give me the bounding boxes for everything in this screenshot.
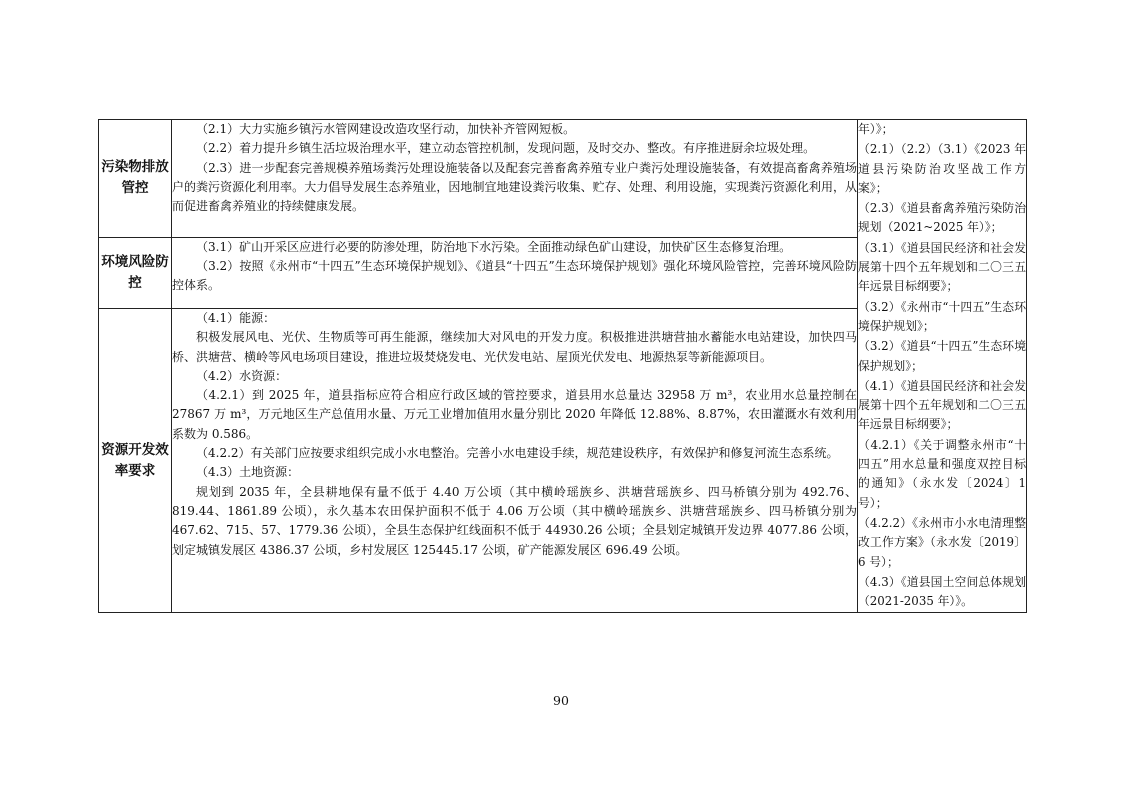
requirements-pollutant-control bbox=[172, 120, 858, 238]
paragraph: （2.2）着力提升乡镇生活垃圾治理水平，建立动态管控机制，发现问题，及时交办、整改。有序推进厨余垃圾处理。 bbox=[196, 141, 816, 156]
paragraph: （3.2）按照《永州市“十四五”生态环境保护规划》、《道县“十四五”生态环境保护规划》强化环境风险管控，完善环境风险防控体系。 bbox=[172, 259, 857, 293]
basis-item: 年）》； bbox=[858, 122, 894, 136]
paragraph: （4.2）水资源： bbox=[196, 368, 288, 383]
paragraph: （4.3）土地资源： bbox=[196, 465, 300, 480]
basis-item: （2.1）（2.2）（3.1）《2023 年道县污染防治攻坚战工作方案》； bbox=[858, 142, 1026, 195]
requirements-resource-efficiency bbox=[172, 308, 858, 612]
basis-item: （3.2）《道县“十四五”生态环境保护规划》； bbox=[858, 339, 1026, 373]
policy-basis-column bbox=[858, 120, 1027, 613]
basis-item: （4.2.1）《关于调整永州市“十四五”用水总量和强度双控目标的通知》（永水发〔2024〕1 号）； bbox=[858, 437, 1026, 510]
basis-item: （4.1）《道县国民经济和社会发展第十四个五年规划和二〇三五年远景目标纲要》； bbox=[858, 378, 1026, 432]
page-number: 90 bbox=[553, 693, 569, 708]
table-row-pollutant bbox=[99, 120, 1027, 238]
category-pollutant-control: 污染物排放管控 bbox=[99, 120, 172, 238]
category-risk-control: 环境风险防控 bbox=[99, 237, 172, 308]
basis-item: （4.2.2）《永州市小水电清理整改工作方案》（永水发〔2019〕6 号）； bbox=[858, 515, 1026, 569]
paragraph: （4.2.2）有关部门应按要求组织完成小水电整治。完善小水电建设手续，规范建设秩序，有效保护和修复河流生态系统。 bbox=[196, 446, 839, 461]
paragraph: （2.1）大力实施乡镇污水管网建设改造攻坚行动，加快补齐管网短板。 bbox=[196, 122, 576, 136]
category-resource-efficiency: 资源开发效率要求 bbox=[99, 308, 172, 612]
paragraph: （4.1）能源： bbox=[196, 310, 276, 325]
paragraph: 规划到 2035 年，全县耕地保有量不低于 4.40 万公顷（其中横岭瑶族乡、洪塘营瑶族乡、四马桥镇分别为 492.76、819.44、1861.89 公顷），永久基本农田保护面积不低于 4.06 万公顷（其中横岭瑶族乡、洪塘营瑶族乡、四马桥镇分别为 467.62、715、57、1779.36 公顷），全县生态保护红线面积不低于 44930.26 公顷；全县划定城镇开发边界 4077.86 公顷，划定城镇发展区 4386.37 公顷，乡村发展区 125445.17 公顷，矿产能源发展区 696.49 公顷。 bbox=[172, 484, 857, 557]
paragraph: （3.1）矿山开采区应进行必要的防渗处理，防治地下水污染。全面推动绿色矿山建设，加快矿区生态修复治理。 bbox=[196, 239, 792, 254]
basis-item: （3.2）《永州市“十四五”生态环境保护规划》； bbox=[858, 299, 1026, 333]
requirements-risk-control bbox=[172, 237, 858, 308]
paragraph: 积极发展风电、光伏、生物质等可再生能源，继续加大对风电的开发力度。积极推进洪塘营抽水蓄能水电站建设，加快四马桥、洪塘营、横岭等风电场项目建设，推进垃圾焚烧发电、光伏发电站、屋顶光伏发电、地源热泵等新能源项目。 bbox=[172, 330, 857, 364]
paragraph: （4.2.1）到 2025 年，道县指标应符合相应行政区域的管控要求，道县用水总量达 32958 万 m³，农业用水总量控制在 27867 万 m³，万元地区生产总值用水量、万元工业增加值用水量分别比 2020 年降低 12.88%、8.87%，农田灌溉水有效利用系数为 0.586。 bbox=[172, 388, 857, 441]
basis-item: （2.3）《道县畜禽养殖污染防治规划（2021~2025 年）》； bbox=[858, 201, 1026, 235]
basis-item: （3.1）《道县国民经济和社会发展第十四个五年规划和二〇三五年远景目标纲要》； bbox=[858, 240, 1026, 294]
control-requirements-table bbox=[98, 119, 1027, 613]
basis-item: （4.3）《道县国土空间总体规划（2021-2035 年）》。 bbox=[858, 574, 1026, 609]
paragraph: （2.3）进一步配套完善规模养殖场粪污处理设施装备以及配套完善畜禽养殖专业户粪污处理设施装备，有效提高畜禽养殖场户的粪污资源化利用率。大力倡导发展生态养殖业，因地制宜地建设粪污收集、贮存、处理、利用设施，实现粪污资源化利用，从而促进畜禽养殖业的持续健康发展。 bbox=[172, 160, 857, 214]
